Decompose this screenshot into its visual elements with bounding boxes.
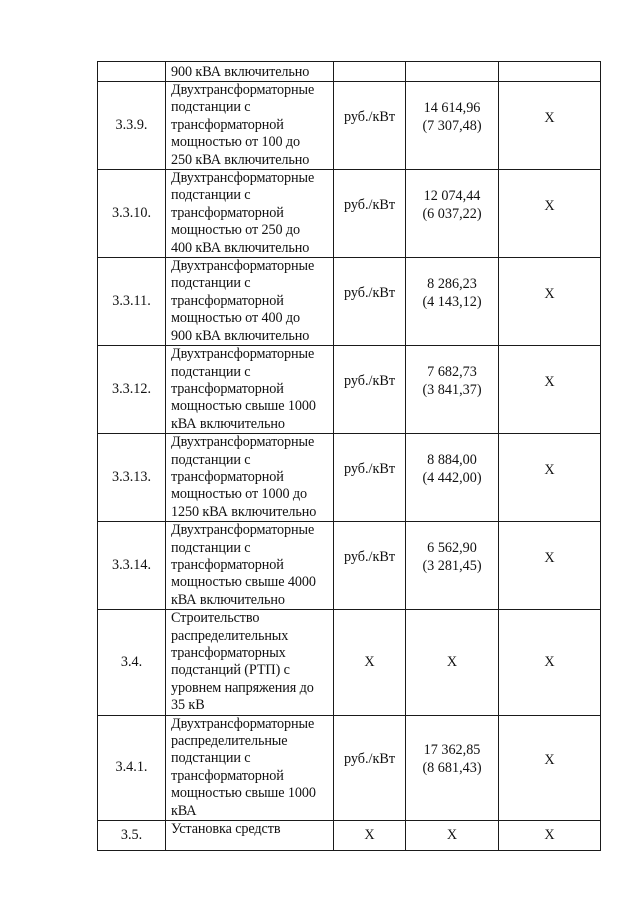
row-number: 3.4. (98, 610, 166, 715)
row-mark: X (499, 82, 601, 170)
row-unit: руб./кВт (334, 82, 406, 170)
row-value: 8 286,23 (4 143,12) (406, 258, 499, 346)
row-mark: X (499, 170, 601, 258)
row-name: Двухтрансформаторные подстанции с трансформаторной мощностью от 250 до 400 кВА включительно (166, 170, 334, 258)
table-row (98, 346, 601, 434)
row-mark (499, 62, 601, 82)
row-unit: руб./кВт (334, 715, 406, 820)
row-number: 3.3.11. (98, 258, 166, 346)
row-mark: X (499, 258, 601, 346)
row-unit (334, 62, 406, 82)
table-row (98, 258, 601, 346)
row-value: 8 884,00 (4 442,00) (406, 434, 499, 522)
row-name: Двухтрансформаторные подстанции с трансформаторной мощностью от 100 до 250 кВА включительно (166, 82, 334, 170)
row-mark: X (499, 715, 601, 820)
table-row (98, 170, 601, 258)
row-name: Двухтрансформаторные подстанции с трансформаторной мощностью от 400 до 900 кВА включительно (166, 258, 334, 346)
row-value: 7 682,73 (3 841,37) (406, 346, 499, 434)
table-row (98, 82, 601, 170)
row-value: 14 614,96 (7 307,48) (406, 82, 499, 170)
row-mark: X (499, 522, 601, 610)
row-number: 3.3.9. (98, 82, 166, 170)
row-unit: руб./кВт (334, 258, 406, 346)
row-mark: X (499, 610, 601, 715)
row-name: Двухтрансформаторные подстанции с трансформаторной мощностью свыше 4000 кВА включительно (166, 522, 334, 610)
row-value: 12 074,44 (6 037,22) (406, 170, 499, 258)
row-unit: X (334, 610, 406, 715)
table-row (98, 821, 601, 851)
row-value: 17 362,85 (8 681,43) (406, 715, 499, 820)
row-unit: руб./кВт (334, 170, 406, 258)
table-row (98, 62, 601, 82)
row-mark: X (499, 346, 601, 434)
row-number (98, 62, 166, 82)
row-unit: руб./кВт (334, 346, 406, 434)
row-number: 3.4.1. (98, 715, 166, 820)
row-number: 3.3.12. (98, 346, 166, 434)
row-name: Строительство распределительных трансформаторных подстанций (РТП) с уровнем напряжения до 35 кВ (166, 610, 334, 715)
table-row (98, 434, 601, 522)
tariff-table (97, 61, 601, 851)
row-value: X (406, 821, 499, 851)
row-unit: руб./кВт (334, 434, 406, 522)
row-name: 900 кВА включительно (166, 62, 334, 82)
row-name: Установка средств (166, 821, 334, 851)
row-mark: X (499, 434, 601, 522)
row-unit: X (334, 821, 406, 851)
row-name: Двухтрансформаторные подстанции с трансформаторной мощностью свыше 1000 кВА включительно (166, 346, 334, 434)
table-row (98, 610, 601, 715)
row-value (406, 62, 499, 82)
row-value: X (406, 610, 499, 715)
row-number: 3.3.10. (98, 170, 166, 258)
row-name: Двухтрансформаторные распределительные подстанции с трансформаторной мощностью свыше 1000 кВА (166, 715, 334, 820)
table-row (98, 522, 601, 610)
table-row (98, 715, 601, 820)
row-unit: руб./кВт (334, 522, 406, 610)
row-number: 3.3.13. (98, 434, 166, 522)
row-number: 3.5. (98, 821, 166, 851)
row-mark: X (499, 821, 601, 851)
row-number: 3.3.14. (98, 522, 166, 610)
row-value: 6 562,90 (3 281,45) (406, 522, 499, 610)
row-name: Двухтрансформаторные подстанции с трансформаторной мощностью от 1000 до 1250 кВА включительно (166, 434, 334, 522)
